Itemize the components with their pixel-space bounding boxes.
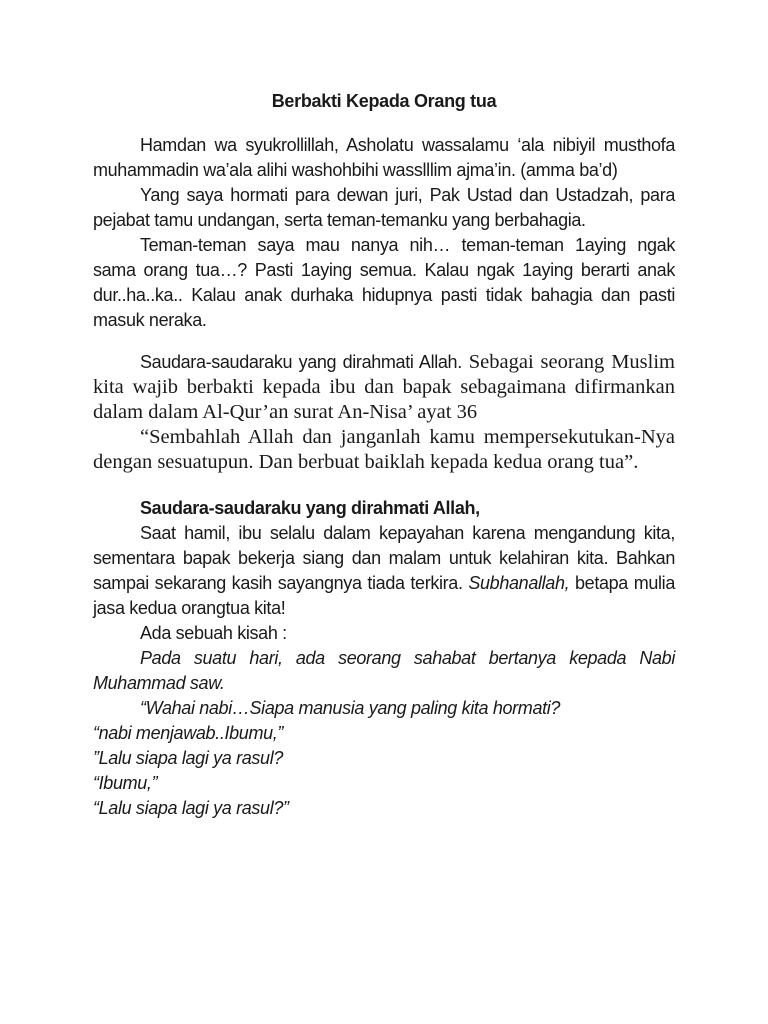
mother-sacrifice-paragraph [93, 521, 675, 621]
document-page [93, 88, 675, 821]
story-intro: Ada sebuah kisah : [140, 623, 287, 643]
quran-quote: “Sembahlah Allah dan janganlah kamu mempersekutukan-Nya dengan sesuatupun. Dan berbuat baiklah kepada kedua orang tua”. [93, 426, 675, 473]
opening-paragraph: Hamdan wa syukrollillah, Asholatu wassalamu ‘ala nibiyil musthofa muhammadin wa’ala alihi washohbihi wasslllim ajma’in. (amma ba’d) [93, 135, 675, 180]
quran-intro-text: Sebagai seorang Muslim kita wajib berbakti kepada ibu dan bapak sebagaimana difirmankan dalam dalam Al-Qur’an surat An-Nisa’ ayat 36 [93, 351, 675, 423]
dialogue-line: “Ibumu,” [93, 773, 158, 793]
page-title: Berbakti Kepada Orang tua [271, 91, 497, 111]
quran-intro-paragraph [93, 350, 675, 425]
dialogue-line: “nabi menjawab..Ibumu,” [93, 723, 284, 743]
sacrifice-text: Saat hamil, ibu selalu dalam kepayahan karena mengandung kita, sementara bapak bekerja siang dan malam untuk kelahiran kita. Bahkan sampai sekarang kasih sayangnya tiada terkira. [93, 523, 675, 593]
greeting-paragraph: Yang saya hormati para dewan juri, Pak Ustad dan Ustadzah, para pejabat tamu undangan, serta teman-temanku yang berbahagia. [93, 185, 675, 230]
section-heading: Saudara-saudaraku yang dirahmati Allah, [140, 498, 480, 518]
sacrifice-end-text: betapa mulia jasa kedua orangtua kita! [93, 573, 675, 618]
story-paragraph: Pada suatu hari, ada seorang sahabat bertanya kepada Nabi Muhammad saw. [93, 648, 675, 693]
audience-address: Saudara-saudaraku yang dirahmati Allah. [140, 352, 462, 372]
dialogue-line: “Lalu siapa lagi ya rasul?” [93, 798, 289, 818]
subhanallah-text: Subhanallah, [468, 573, 570, 593]
dialogue-question: “Wahai nabi…Siapa manusia yang paling kita hormati? [140, 698, 561, 718]
dialogue-line: ”Lalu siapa lagi ya rasul? [93, 748, 284, 768]
question-paragraph: Teman-teman saya mau nanya nih… teman-teman 1aying ngak sama orang tua…? Pasti 1aying semua. Kalau ngak 1aying berarti anak dur..ha..ka.. Kalau anak durhaka hidupnya pasti tidak bahagia dan pasti masuk neraka. [93, 235, 675, 330]
